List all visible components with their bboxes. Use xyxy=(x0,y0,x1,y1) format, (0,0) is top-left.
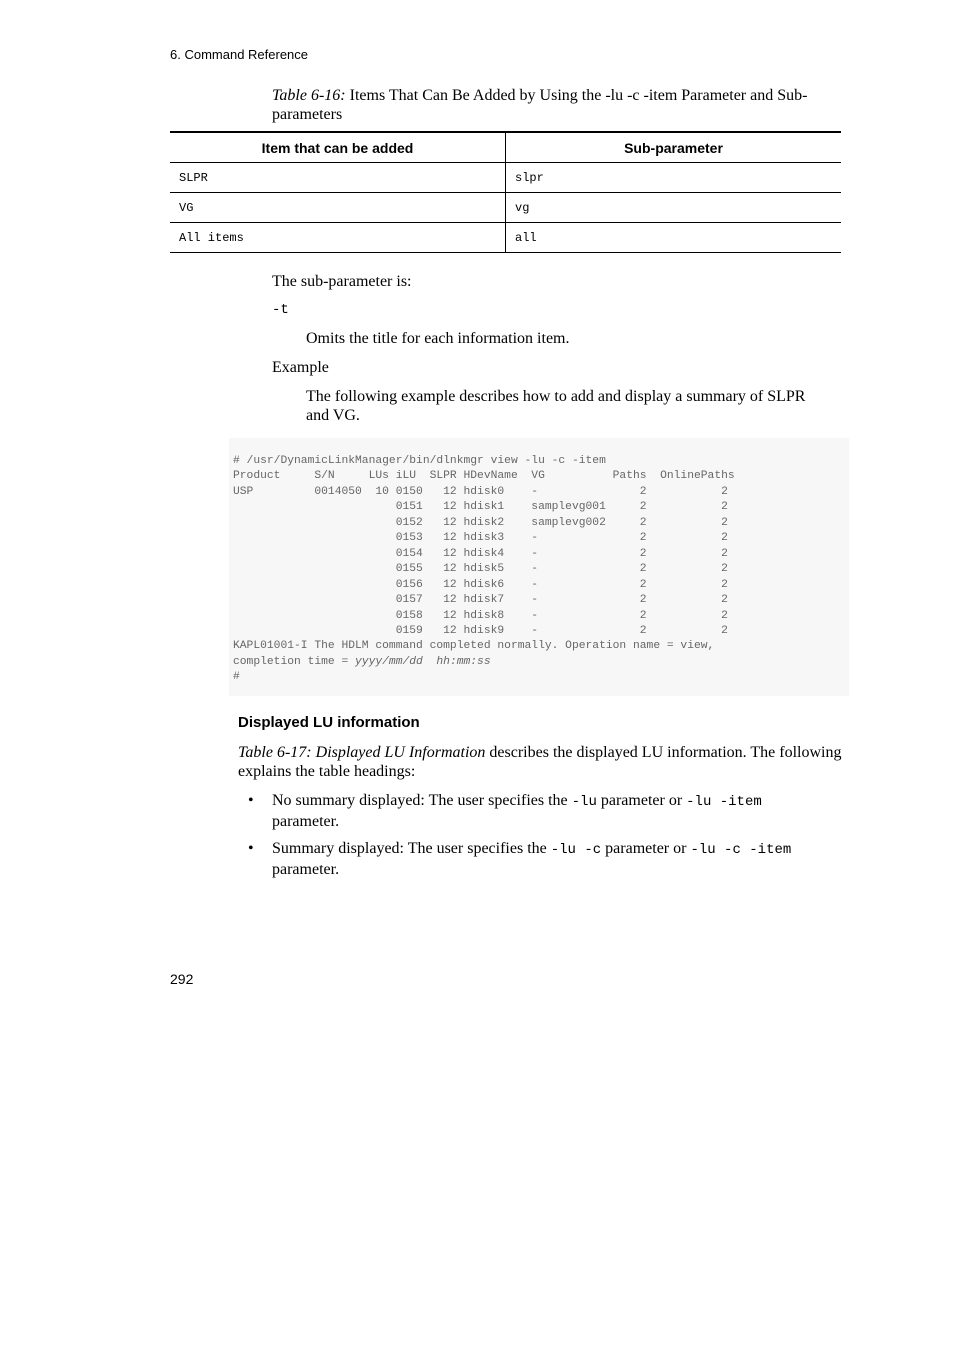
code-line: 0158 12 hdisk8 - 2 2 xyxy=(233,609,728,622)
code-line: USP 0014050 10 0150 12 hdisk0 - 2 2 xyxy=(233,485,728,498)
bullet-code: -lu -c -item xyxy=(690,842,792,858)
code-line: 0155 12 hdisk5 - 2 2 xyxy=(233,563,728,576)
table-cell: All items xyxy=(170,223,506,253)
lu-section-desc xyxy=(238,743,842,781)
table-caption xyxy=(272,86,844,124)
list-item xyxy=(248,839,842,879)
table-number: Table 6-16: xyxy=(272,87,346,104)
code-line: 0159 12 hdisk9 - 2 2 xyxy=(233,624,728,637)
subparam-flag: -t xyxy=(272,302,289,318)
list-item xyxy=(248,791,832,831)
code-example xyxy=(229,438,849,696)
bullet-text: parameter or xyxy=(596,792,687,809)
bullet-text: Summary displayed: The user specifies the xyxy=(272,840,551,857)
bullet-text: parameter. xyxy=(272,813,340,830)
column-header: Sub-parameter xyxy=(506,132,842,163)
table-cell: all xyxy=(506,223,842,253)
code-line: 0151 12 hdisk1 samplevg001 2 2 xyxy=(233,501,728,514)
code-line: 0154 12 hdisk4 - 2 2 xyxy=(233,547,728,560)
table-cell: slpr xyxy=(506,163,842,193)
subparam-intro: The sub-parameter is: xyxy=(272,273,412,290)
bullet-text: parameter. xyxy=(272,861,340,878)
subparam-flag-desc: Omits the title for each information item. xyxy=(306,330,570,347)
column-header: Item that can be added xyxy=(170,132,506,163)
code-line: 0157 12 hdisk7 - 2 2 xyxy=(233,594,728,607)
table-title: Items That Can Be Added by Using the -lu -c -item Parameter and Sub-parameters xyxy=(272,87,808,123)
chapter-header: 6. Command Reference xyxy=(170,47,309,62)
code-line: Product S/N LUs iLU SLPR HDevName VG Paths OnlinePaths xyxy=(233,470,735,483)
table-reference: Table 6-17: Displayed LU Information xyxy=(238,744,486,761)
code-line: # /usr/DynamicLinkManager/bin/dlnkmgr view -lu -c -item xyxy=(233,455,606,467)
code-prompt: # xyxy=(233,671,240,684)
bullet-text: No summary displayed: The user specifies the xyxy=(272,792,572,809)
example-desc: The following example describes how to add and display a summary of SLPR and VG. xyxy=(306,388,806,424)
table-row xyxy=(170,163,841,193)
table-row xyxy=(170,193,841,223)
table-cell: vg xyxy=(506,193,842,223)
lu-section-desc-text: describes the displayed LU information. The following explains the table headings: xyxy=(238,744,842,780)
bullet-code: -lu xyxy=(571,794,597,810)
code-line: KAPL01001-I The HDLM command completed normally. Operation name = view, xyxy=(233,640,715,653)
table-header-row xyxy=(170,132,841,163)
bullet-code: -lu -item xyxy=(686,794,762,810)
code-completion-prefix: completion time = xyxy=(233,655,356,668)
example-label: Example xyxy=(272,359,329,376)
code-completion-time: yyyy/mm/dd hh:mm:ss xyxy=(355,655,491,668)
page-number: 292 xyxy=(170,971,194,987)
bullet-mark: • xyxy=(248,840,254,857)
items-table xyxy=(170,131,841,253)
section-heading: Displayed LU information xyxy=(238,714,420,731)
bullet-mark: • xyxy=(248,792,254,809)
bullet-code: -lu -c xyxy=(550,842,602,858)
bullet-text: parameter or xyxy=(601,840,691,857)
code-line: 0152 12 hdisk2 samplevg002 2 2 xyxy=(233,516,728,529)
code-line: 0156 12 hdisk6 - 2 2 xyxy=(233,578,728,591)
table-cell: VG xyxy=(170,193,506,223)
table-cell: SLPR xyxy=(170,163,506,193)
table-row xyxy=(170,223,841,253)
code-line: 0153 12 hdisk3 - 2 2 xyxy=(233,532,728,545)
